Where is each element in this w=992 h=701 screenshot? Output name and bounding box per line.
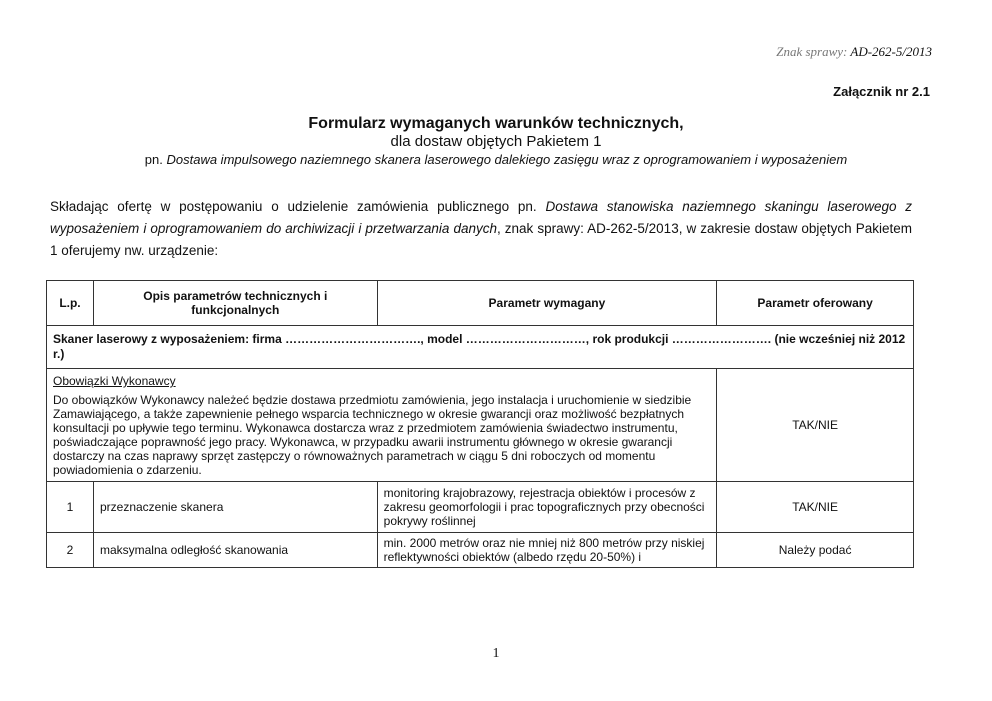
header-lp: L.p. xyxy=(47,281,94,326)
case-reference xyxy=(776,44,932,60)
case-reference-value: AD-262-5/2013 xyxy=(850,44,932,59)
requirements-table xyxy=(46,280,914,568)
intro-paragraph xyxy=(50,196,912,262)
row-2-offered: Należy podać xyxy=(717,533,914,568)
obligations-title: Obowiązki Wykonawcy xyxy=(53,374,176,388)
title-line-2: dla dostaw objętych Pakietem 1 xyxy=(390,133,602,150)
page-number: 1 xyxy=(492,646,500,661)
row-1-lp: 1 xyxy=(47,482,94,533)
table-row xyxy=(47,482,914,533)
intro-part-3: , znak sprawy: AD-262-5/2013, w zakresie dostaw objętych Pakietem 1 oferujemy nw. urządzenie: xyxy=(50,221,913,258)
header-required: Parametr wymagany xyxy=(377,281,717,326)
intro-procurement-name: Dostawa stanowiska naziemnego skaningu laserowego z wyposażeniem i oprogramowaniem do archiwizacji i przetwarzania danych xyxy=(50,199,912,236)
row-2-required: min. 2000 metrów oraz nie mniej niż 800 metrów przy niskiej reflektywności obiektów (albedo rzędu 20-50%) i xyxy=(377,533,717,568)
case-reference-label: Znak sprawy: xyxy=(776,44,848,59)
obligations-text: Do obowiązków Wykonawcy należeć będzie dostawa przedmiotu zamówienia, jego instalacja i uruchomienie w siedzibie Zamawiającego, a także zapewnienie pełnego wsparcia technicznego w okresie gwarancji oraz możliwość bezpłatnych konsultacji po upływie tego terminu. Wykonawca dostarcza wraz z przedmiotem zamówienia świadectwo instrumentu, poświadczające poprawność jego pracy. Wykonawca, w przypadku awarii instrumentu głównego w okresie gwarancji dostarczy na czas naprawy sprzęt zastępczy o równoważnych parametrach w ciągu 5 dni roboczych od momentu powiadomienia o zdarzeniu. xyxy=(53,393,692,477)
row-1-description: przeznaczenie skanera xyxy=(93,482,377,533)
intro-part-1: Składając ofertę w postępowaniu o udzielenie zamówienia publicznego pn. xyxy=(50,199,546,214)
annex-label: Załącznik nr 2.1 xyxy=(833,84,930,99)
row-1-required: monitoring krajobrazowy, rejestracja obiektów i procesów z zakresu geomorfologii i prac topograficznych przy obecności pokrywy roślinnej xyxy=(377,482,717,533)
document-title xyxy=(0,114,992,169)
title-line-3-prefix: pn. xyxy=(144,152,167,167)
section-row xyxy=(47,326,914,369)
header-description: Opis parametrów technicznych i funkcjonalnych xyxy=(93,281,377,326)
row-2-lp: 2 xyxy=(47,533,94,568)
obligations-row xyxy=(47,369,914,482)
title-line-3 xyxy=(0,151,992,169)
title-line-3-italic: Dostawa impulsowego naziemnego skanera laserowego dalekiego zasięgu wraz z oprogramowaniem i wyposażeniem xyxy=(166,152,848,167)
title-line-1: Formularz wymaganych warunków technicznych, xyxy=(308,115,684,132)
section-scanner-equipment: Skaner laserowy z wyposażeniem: firma ……………………………., model …………………………, rok produkcji ……………………. (nie wcześniej niż 2012 r.) xyxy=(47,326,914,369)
obligations-cell xyxy=(47,369,717,482)
obligations-offered: TAK/NIE xyxy=(717,369,914,482)
table-row xyxy=(47,533,914,568)
table-header-row xyxy=(47,281,914,326)
row-1-offered: TAK/NIE xyxy=(717,482,914,533)
header-offered: Parametr oferowany xyxy=(717,281,914,326)
row-2-description: maksymalna odległość skanowania xyxy=(93,533,377,568)
